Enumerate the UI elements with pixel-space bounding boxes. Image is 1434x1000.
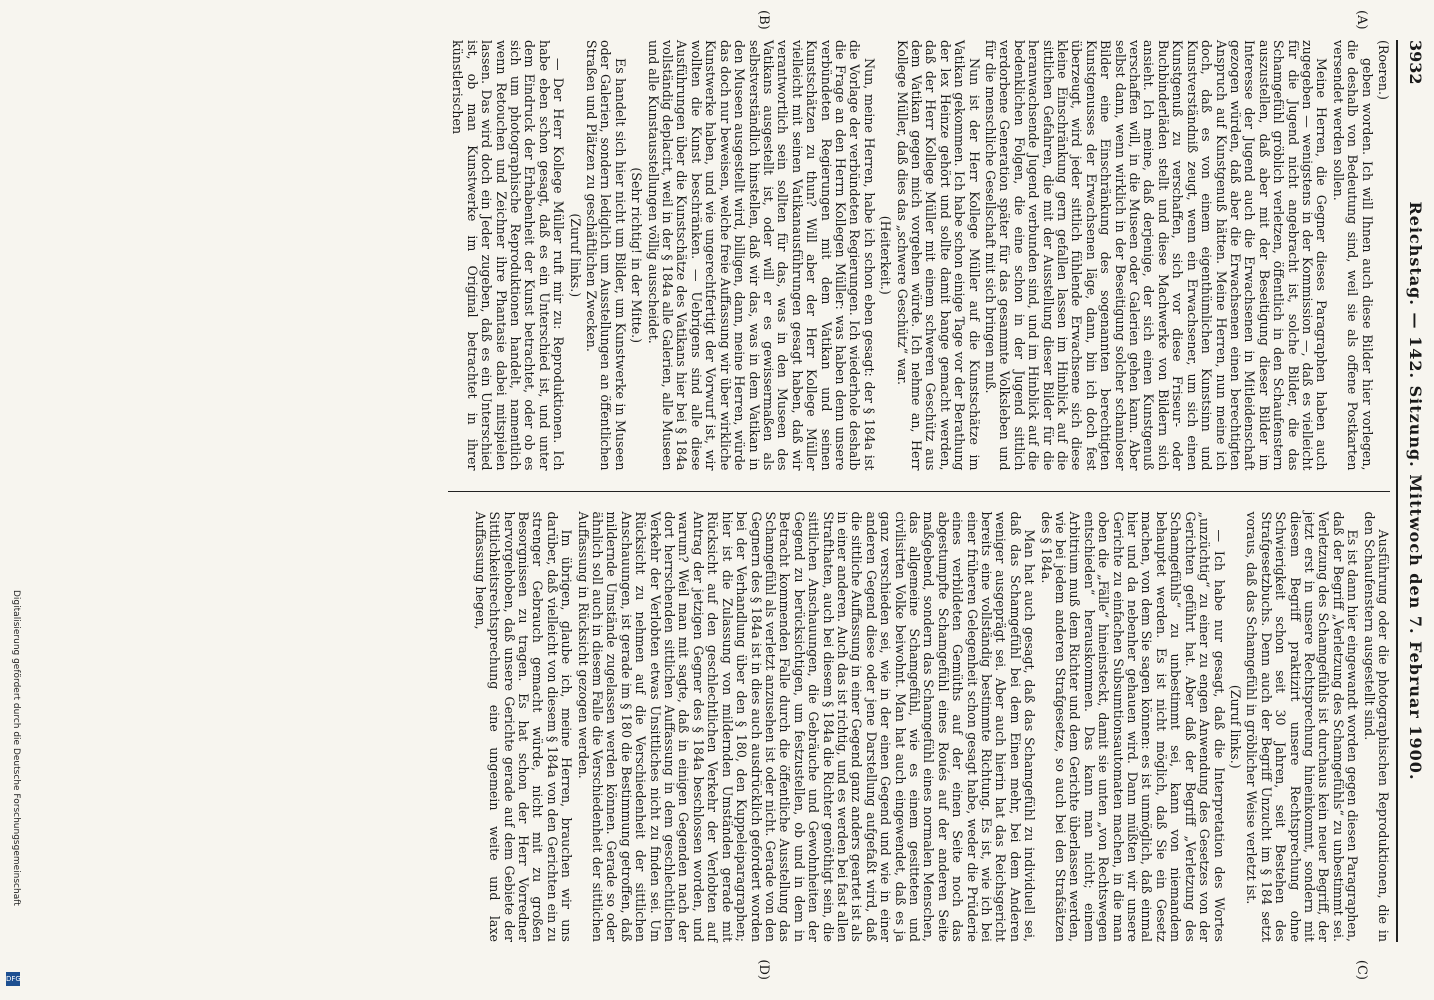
- margin-letter-b: (B): [756, 10, 771, 30]
- margin-letter-a: (A): [1354, 10, 1369, 30]
- paragraph: Nun, meine Herren, habe ich schon eben gesagt: der § 184a ist die Vorlage der verbündeten Regierungen. Ich wiederhole deshalb die Frage an den Herrn Kollegen Müller: was haben denn unsere verbündeten Regierungen mit dem Vatikan und seinen Kunstschätzen zu thun? Will aber der Herr Kollege Müller vielleicht mit seinen Vatikanausführungen gesagt haben, daß wir verantwortlich sein sollten für das, was in den Museen des Vatikans ausgestellt ist, oder will er es gewissermaßen als selbstverständlich hinstellen, daß wir das, was in dem Vatikan in den Museen ausgestellt wird, billigen, dann, meine Herren, würde das doch nur beweisen, welche freie Auffassung wir über wirkliche Kunstwerke haben, und wie ungerechtfertigt der Vorwurf ist, wir wollten die Kunst beschränken. — Uebrigens sind alle diese Ausführungen über die Kunstschätze des Vatikans hier bei § 184a vollständig deplacirt, weil in der § 184a alle Galerien, alle Museen und alle Kunstausstellungen völlig ausscheidet.: [645, 40, 877, 471]
- right-column: [448, 491, 1391, 980]
- digitization-credit: [2, 590, 22, 990]
- text-columns: [448, 10, 1391, 980]
- dfg-logo: DFG: [6, 972, 20, 986]
- paragraph: — Der Herr Kollege Müller ruft mir zu: Reproduktionen. Ich habe eben schon gesagt, daß es ein Unterschied ist, und unter dem Eindruck der Erhabenheit der Kunst betrachtet, oder ob es sich um photographische Reproduktionen handelt, namentlich wenn Retouchen und Zeichner ihre Phantasie dabei mitspielen lassen. Das wird doch ein Jeder zugeben, daß es ein Unterschied ist, ob man Kunstwerke im Original betrachtet in ihrer künstlerischen: [450, 40, 567, 471]
- page-number: 3932: [1406, 40, 1425, 85]
- running-title: Reichstag. — 142. Sitzung. Mittwoch den 7. Februar 1900.: [1406, 201, 1425, 781]
- interjection: (Zuruf links.): [1227, 684, 1243, 769]
- page-header: [1396, 40, 1426, 942]
- credit-text: Digitalisierung gefördert durch die Deutsche Forschungsgemeinschaft: [11, 590, 21, 906]
- paragraph: Ausführung oder die photographischen Reproduktionen, die in den Schaufenstern ausgestellt sind.: [1361, 511, 1391, 942]
- paragraph: — Ich habe nur gesagt, daß die Interpretation des Wortes „unzüchtig“ zu einer zu engen Anwendung des Gesetzes von der Gerichten geführt hat. Aber daß der Begriff „Verletzung des Schamgefühls“ zu unbestimmt sei, kann von niemandem behauptet werden. Es ist nicht möglich, daß Sie ein Gesetz machen, von dem Sie sagen können: es ist unmöglich, daß einmal hier und da nebenher gehauen wird. Dann müßten wir unsere Gerichte zu einfachen Subsumtionsautomaten machen, in die man oben die „Fälle“ hineinsteckt, damit sie unten „von Rechtswegen entschieden“ herauskommen. Das kann man nicht; einem Arbitrium muß dem Richter und dem Gerichte überlassen werden, wie bei jedem anderen Strafgesetze, so auch bei den Strafsätzen des § 184a.: [1038, 511, 1227, 942]
- speaker-name: (Roeren.): [1376, 40, 1391, 100]
- margin-letter-d: (D): [756, 959, 771, 980]
- paragraph: Es handelt sich hier nicht um Bilder, um Kunstwerke in Museen oder Galerien, sondern lediglich um Ausstellungen an öffentlichen Straßen und Plätzen zu geschäftlichen Zwecken.: [584, 40, 628, 471]
- paragraph: Nun ist der Herr Kollege Müller auf die Kunstschätze im Vatikan gekommen. Ich habe schon einige Tage vor der Berathung der lex Heinze gehört und sollte damit bange gemacht werden, daß der Herr Kollege Müller mit einem schweren Geschütz aus dem Vatikan gegen mich vorgehen würde. Ich nehme an, Herr Kollege Müller, daß dies das „schwere Geschütz“ war.: [894, 40, 982, 471]
- paragraph: geben worden. Ich will Ihnen auch diese Bilder hier vorlegen, die deshalb von Bedeutung sind, weil sie als offene Postkarten versendet werden sollen.: [1330, 40, 1375, 471]
- paragraph: Es ist dann hier eingewandt worden gegen diesen Paragraphen, daß der Begriff „Verletzung des Schamgefühls“ zu unbestimmt sei. Verletzung des Schamgefühls ist durchaus kein neuer Begriff, der jetzt erst in unsere Rechtsprechung hineinkommt, sondern mit diesem Begriff praktizirt unsere Rechtsprechung ohne Schwierigkeit schon seit 30 Jahren, seit Bestehen des Strafgesetzbuchs. Denn auch der Begriff Unzucht im § 184 setzt voraus, daß das Schamgefühl in gröblicher Weise verletzt ist.: [1244, 511, 1361, 942]
- left-column-body: [450, 40, 1390, 471]
- left-column: [448, 10, 1391, 491]
- right-column-body: [472, 512, 1390, 943]
- paragraph: Im übrigen, glaube ich, meine Herren, brauchen wir uns darüber, daß vielleicht von diesem § 184a von den Gerichten ein zu strenger Gebrauch gemacht würde, nicht mit zu großen Besorgnissen zu tragen. Es hat schon der Herr Vorredner hervorgehoben, daß unsere Gerichte gerade auf dem Gebiete der Sittlichkeitsrechtsprechung eine ungemein weite und laxe Auffassung hegen,: [472, 511, 575, 942]
- margin-letter-c: (C): [1354, 959, 1369, 980]
- interjection: (Zuruf links.): [567, 213, 583, 298]
- paragraph: Meine Herren, die Gegner dieses Paragraphen haben auch zugegeben — wenigstens in der Kommission —, daß es vielleicht für die Jugend nicht angebracht ist, solche Bilder, die das Schamgefühl gröblich verletzen, öffentlich in den Schaufenstern auszustellen, daß aber mit der Beseitigung dieser Bilder im Interesse der Jugend auch die Erwachsenen in Mitleidenschaft gezogen würden, daß aber die Erwachsenen einen berechtigten Anspruch auf Kunstgenuß hätten. Meine Herren, nun meine ich doch, daß es von einem eigenthümlichen Kunstsinn und Kunstverständniß zeugt, wenn ein Erwachsener, um sich einen Kunstgenuß zu verschaffen, sich vor diese Friseur- oder Buchbinderläden stellt und diese Machwerke von Bildern sich ansieht. Ich meine, daß derjenige, der sich einen Kunstgenuß verschaffen will, in die Museen oder Galerien gehen kann. Aber selbst dann, wenn wirklich in der Beseitigung solcher schamloser Bilder eine Einschränkung des sogenannten berechtigten Kunstgenusses der Erwachsenen läge, dann, bin ich doch fest überzeugt, wird jeder sittlich fühlende Erwachsene sich diese kleine Einschränkung gern gefallen lassen im Hinblick auf die sittlichen Gefahren, die mit der Ausstellung dieser Bilder für die heranwachsende Jugend verbunden sind, und im Hinblick auf die bedenklichen Folgen, die eine schon in der Jugend sittlich verdorbene Generation später für das gesammte Volksleben und für die menschliche Gesellschaft mit sich bringen muß.: [983, 40, 1330, 471]
- interjection: (Heiterkeit.): [878, 215, 894, 295]
- paragraph: Man hat auch gesagt, daß das Schamgefühl zu individuell sei, daß das Schamgefühl bei dem Einen mehr, bei dem Anderen weniger ausgeprägt sei. Aber auch hierin hat das Reichsgericht bereits eine vollständig bestimmte Richtung. Es ist, wie ich bei einer früheren Gelegenheit schon gesagt habe, weder die Prüderie eines verbildeten Gemüths auf der einen Seite noch das abgestumpfte Schamgefühl eines Roués auf der anderen Seite maßgebend, sondern das Schamgefühl eines normalen Menschen, das allgemeine Schamgefühl, wie es einem gesitteten und civilisirten Volke beiwohnt. Man hat auch eingewendet, daß es ja ganz verschieden sei, wie in der einen Gegend und wie in einer anderen Gegend diese oder jene Darstellung aufgefaßt wird, daß die sittliche Auffassung in einer Gegend ganz anders geartet ist als in einer anderen. Auch das ist richtig, und es werden bei fast allen Strafthaten, auch bei diesem § 184a die Richter genöthigt sein, die sittlichen Anschauungen, die Gebräuche und Gewohnheiten der Gegend zu berücksichtigen, um festzustellen, ob und in dem in Betracht kommenden Falle durch die öffentliche Ausstellung das Schamgefühl als verletzt anzusehen ist oder nicht. Gerade von den Gegnern des § 184a ist in dies auch ausdrücklich gefordert worden bei der Verhandlung über den § 180, den Kuppeleiparagraphen; hier ist die Zulassung von mildernden Umständen gerade mit Rücksicht auf den geschlechtlichen Verkehr der Verlobten auf Antrag der jetzigen Gegner des § 184a beschlossen worden, und warum? Weil man mit sagte, daß in einigen Gegenden nach der dort herrschenden sittlichen Auffassung in dem geschlechtlichen Verkehr der Verlobten etwas Unsittliches nicht zu finden sei. Um Rücksicht zu nehmen auf die Verschiedenheit der sittlichen Anschauungen, ist gerade im § 180 die Bestimmung getroffen, daß mildernde Umstände zugelassen werden können. Gerade so oder ähnlich soll auch in diesem Falle die Verschiedenheit der sittlichen Auffassung in Rücksicht gezogen werden.: [575, 511, 1038, 942]
- interjection: (Sehr richtig! in der Mitte.): [629, 167, 645, 344]
